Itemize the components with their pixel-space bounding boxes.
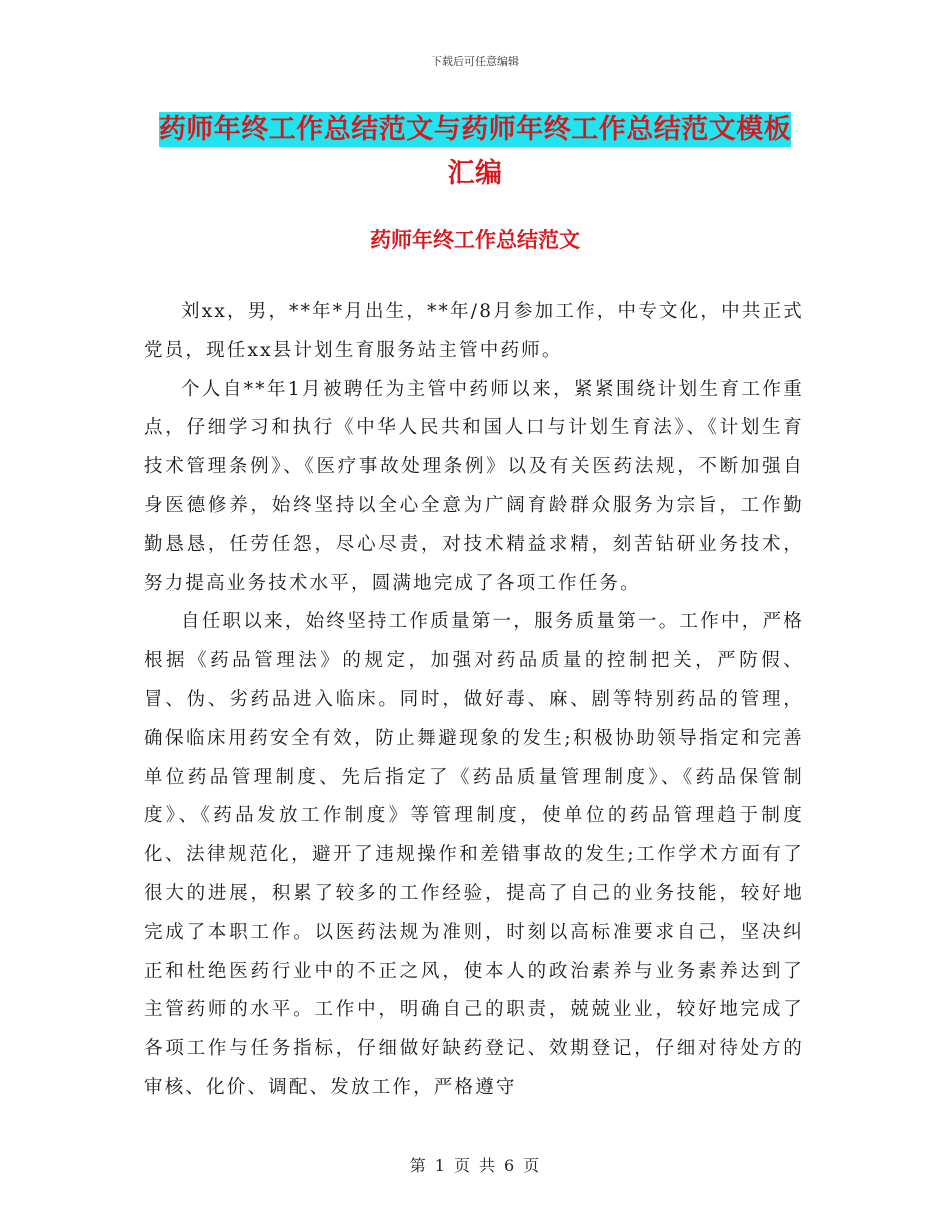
page-footer (0, 1153, 950, 1176)
header-note: 下载后可任意编辑 (431, 55, 519, 68)
document-title-line1: 药师年终工作总结范文与药师年终工作总结范文模板 (158, 114, 792, 145)
page-unit: 页 (453, 1156, 471, 1175)
document-title (140, 108, 810, 196)
page-label: 第 (409, 1156, 427, 1175)
paragraph: 刘xx，男，**年*月出生，**年/8月参加工作，中专文化，中共正式党员，现任xx县计划生育服务站主管中药师。 (144, 301, 804, 361)
total-pages: 6 (504, 1156, 516, 1175)
document-title-line2: 汇编 (447, 158, 503, 189)
body-text (144, 293, 804, 1108)
paragraph: 个人自**年1月被聘任为主管中药师以来，紧紧围绕计划生育工作重点，仔细学习和执行《中华人民共和国人口与计划生育法》、《计划生育技术管理条例》、《医疗事故处理条例》以及有关医药法规，不断加强自身医德修养，始终坚持以全心全意为广阔育龄群众服务为宗旨，工作勤勤恳恳，任劳任怨，尽心尽责，对技术精益求精，刻苦钻研业务技术，努力提高业务技术水平，圆满地完成了各项工作任务。 (144, 378, 804, 594)
page-number: 1 (434, 1156, 446, 1175)
total-label: 共 (479, 1156, 497, 1175)
total-unit: 页 (523, 1156, 541, 1175)
section-title: 药师年终工作总结范文 (370, 228, 580, 252)
paragraph: 自任职以来，始终坚持工作质量第一，服务质量第一。工作中，严格根据《药品管理法》的规定，加强对药品质量的控制把关，严防假、冒、伪、劣药品进入临床。同时，做好毒、麻、剧等特别药品的管理，确保临床用药安全有效，防止舞避现象的发生;积极协助领导指定和完善单位药品管理制度、先后指定了《药品质量管理制度》、《药品保管制度》、《药品发放工作制度》等管理制度，使单位的药品管理趋于制度化、法律规范化，避开了违规操作和差错事故的发生;工作学术方面有了很大的进展，积累了较多的工作经验，提高了自己的业务技能，较好地完成了本职工作。以医药法规为准则，时刻以高标准要求自己，坚决纠正和杜绝医药行业中的不正之风，使本人的政治素养与业务素养达到了主管药师的水平。工作中，明确自己的职责，兢兢业业，较好地完成了各项工作与任务指标，仔细做好缺药登记、效期登记，仔细对待处方的审核、化价、调配、发放工作，严格遵守 (144, 611, 804, 1098)
